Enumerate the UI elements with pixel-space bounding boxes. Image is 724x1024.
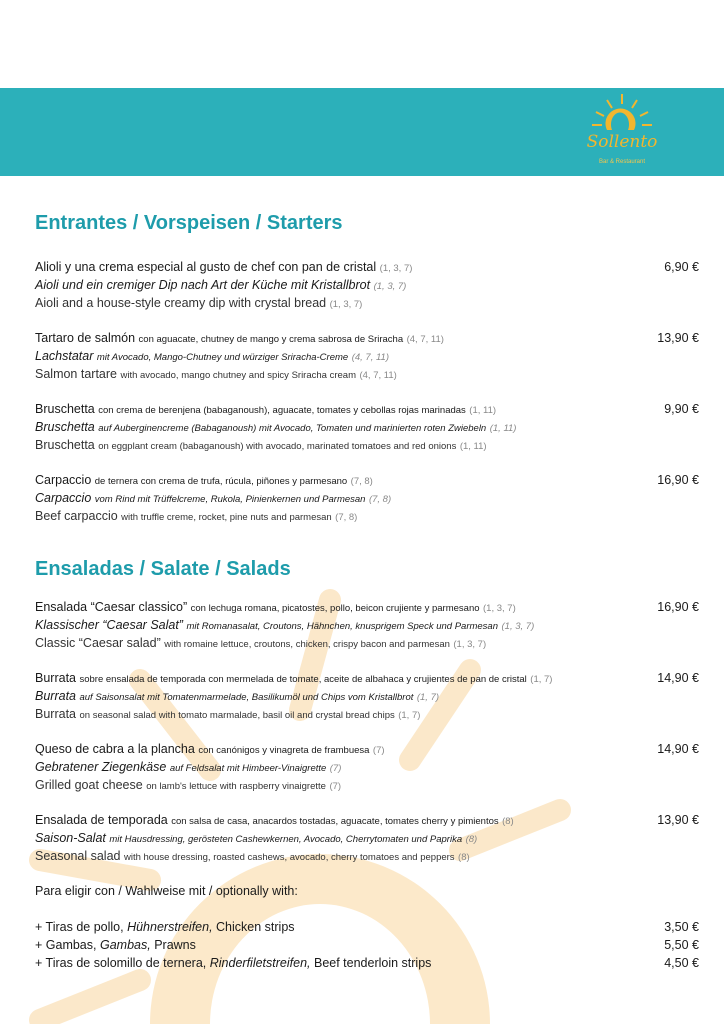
item-allergens: (1, 3, 7) [453, 639, 487, 650]
item-description: mit Romanasalat, Croutons, Hähnchen, knusprigem Speck und Parmesan [186, 621, 499, 632]
item-allergens: (4, 7, 11) [351, 352, 390, 363]
item-line-es [35, 740, 699, 758]
item-line-es [35, 400, 699, 418]
item-description: mit Hausdressing, gerösteten Cashewkernen, Avocado, Cherrytomaten und Paprika [109, 834, 463, 845]
item-allergens: (1, 7) [530, 674, 553, 685]
item-description: con crema de berenjena (babaganoush), aguacate, tomates y cebollas rojas marinadas [98, 405, 466, 416]
menu-item [35, 598, 699, 652]
options-heading: Para eligir con / Wahlweise mit / optionally with: [35, 884, 298, 898]
item-name: Klassischer “Caesar Salat” [35, 618, 183, 632]
item-name: Classic “Caesar salad” [35, 636, 161, 650]
section-title: Ensaladas / Salate / Salads [35, 558, 291, 580]
item-description: con lechuga romana, picatostes, pollo, beicon crujiente y parmesano [190, 603, 480, 614]
item-allergens: (8) [458, 852, 470, 863]
item-description: on lamb's lettuce with raspberry vinaigrette [146, 781, 326, 792]
item-name: Gebratener Ziegenkäse [35, 760, 167, 774]
item-allergens: (7, 8) [368, 494, 392, 505]
item-line-de [35, 616, 699, 634]
item-line-de [35, 418, 699, 436]
item-allergens: (7) [329, 763, 342, 774]
item-description: con aguacate, chutney de mango y crema sabrosa de Sriracha [138, 334, 404, 345]
item-price: 9,90 € [664, 402, 699, 416]
item-line-en [35, 365, 699, 383]
menu-item [35, 471, 699, 525]
item-allergens: (1, 3, 7) [379, 263, 413, 274]
sun-logo-icon [572, 92, 672, 137]
extra-option [35, 918, 699, 936]
item-name: Alioli y una crema especial al gusto de chef con pan de cristal [35, 260, 377, 274]
item-name: Carpaccio [35, 491, 92, 505]
item-allergens: (1, 3, 7) [373, 281, 407, 292]
item-allergens: (7, 8) [335, 512, 358, 523]
item-allergens: (1, 3, 7) [329, 299, 363, 310]
item-line-en [35, 705, 699, 723]
item-line-es [35, 258, 699, 276]
item-line-es [35, 598, 699, 616]
menu-item [35, 400, 699, 454]
item-description: on eggplant cream (babaganoush) with avocado, marinated tomatoes and red onions [98, 441, 457, 452]
extra-en: Prawns [154, 938, 196, 952]
item-name: Carpaccio [35, 473, 92, 487]
item-name: Bruschetta [35, 402, 95, 416]
item-allergens: (8) [502, 816, 514, 827]
item-name: Bruschetta [35, 438, 95, 452]
item-name: Grilled goat cheese [35, 778, 143, 792]
item-name: Seasonal salad [35, 849, 121, 863]
item-line-de [35, 276, 699, 294]
extra-es: + Tiras de pollo, [35, 920, 124, 934]
item-description: with house dressing, roasted cashews, avocado, cherry tomatoes and peppers [123, 852, 455, 863]
item-allergens: (8) [465, 834, 478, 845]
extra-en: Chicken strips [216, 920, 295, 934]
item-allergens: (1, 11) [469, 405, 497, 416]
item-description: de ternera con crema de trufa, rúcula, piñones y parmesano [94, 476, 348, 487]
item-allergens: (1, 11) [489, 423, 517, 434]
extra-es: + Gambas, [35, 938, 97, 952]
item-description: vom Rind mit Trüffelcreme, Rukola, Pinienkernen und Parmesan [94, 494, 366, 505]
extra-de: Hühnerstreifen, [127, 920, 213, 934]
extra-es: + Tiras de solomillo de ternera, [35, 956, 207, 970]
item-line-en [35, 634, 699, 652]
item-description: with romaine lettuce, croutons, chicken, crispy bacon and parmesan [164, 639, 450, 650]
item-price: 16,90 € [657, 473, 699, 487]
item-price: 13,90 € [657, 331, 699, 345]
item-allergens: (7) [329, 781, 342, 792]
extra-de: Gambas, [99, 938, 151, 952]
item-line-de [35, 829, 699, 847]
item-line-de [35, 687, 699, 705]
item-price: 16,90 € [657, 600, 699, 614]
item-line-en [35, 507, 699, 525]
item-allergens: (7) [372, 745, 385, 756]
item-description: with avocado, mango chutney and spicy Sriracha cream [120, 370, 356, 381]
item-name: Burrata [35, 689, 76, 703]
item-name: Burrata [35, 707, 76, 721]
item-description: con canónigos y vinagreta de frambuesa [198, 745, 370, 756]
item-allergens: (7, 8) [350, 476, 373, 487]
extra-price: 3,50 € [664, 920, 699, 934]
extra-price: 4,50 € [664, 956, 699, 970]
item-line-en [35, 436, 699, 454]
extra-price: 5,50 € [664, 938, 699, 952]
item-line-de [35, 347, 699, 365]
extra-de: Rinderfiletstreifen, [209, 956, 311, 970]
item-line-es [35, 471, 699, 489]
item-line-en [35, 294, 699, 312]
item-name: Aioli und ein cremiger Dip nach Art der Küche mit Kristallbrot [35, 278, 371, 292]
item-description: sobre ensalada de temporada con mermelada de tomate, aceite de albahaca y crujientes de pan de cristal [79, 674, 527, 685]
extra-en: Beef tenderloin strips [313, 956, 432, 970]
item-name: Tartaro de salmón [35, 331, 136, 345]
menu-item [35, 811, 699, 865]
logo-wordmark: Sollento [586, 132, 658, 152]
item-name: Ensalada “Caesar classico” [35, 600, 188, 614]
section-title: Entrantes / Vorspeisen / Starters [35, 212, 343, 234]
item-allergens: (1, 7) [416, 692, 440, 703]
item-description: auf Auberginencreme (Babaganoush) mit Avocado, Tomaten und marinierten roten Zwiebeln [98, 423, 487, 434]
item-name: Salmon tartare [35, 367, 117, 381]
item-price: 14,90 € [657, 742, 699, 756]
item-price: 6,90 € [664, 260, 699, 274]
menu-item [35, 740, 699, 794]
item-name: Queso de cabra a la plancha [35, 742, 195, 756]
logo-tagline: Bar & Restaurant [598, 159, 646, 165]
item-allergens: (4, 7, 11) [406, 334, 444, 345]
item-name: Lachstatar [35, 349, 94, 363]
item-name: Saison-Salat [35, 831, 106, 845]
item-allergens: (1, 3, 7) [501, 621, 535, 632]
item-description: con salsa de casa, anacardos tostadas, aguacate, tomates cherry y pimientos [171, 816, 499, 827]
item-description: on seasonal salad with tomato marmalade, basil oil and crystal bread chips [79, 710, 395, 721]
item-line-en [35, 847, 699, 865]
item-line-es [35, 811, 699, 829]
item-line-es [35, 669, 699, 687]
item-allergens: (1, 7) [398, 710, 421, 721]
extra-option [35, 936, 699, 954]
item-name: Aioli and a house-style creamy dip with crystal bread [35, 296, 327, 310]
item-line-de [35, 758, 699, 776]
logo [572, 92, 672, 172]
item-allergens: (4, 7, 11) [359, 370, 397, 381]
item-allergens: (1, 3, 7) [483, 603, 516, 614]
item-line-en [35, 776, 699, 794]
item-name: Beef carpaccio [35, 509, 118, 523]
extra-option [35, 954, 699, 972]
item-name: Bruschetta [35, 420, 95, 434]
item-allergens: (1, 11) [459, 441, 487, 452]
item-name: Ensalada de temporada [35, 813, 168, 827]
item-price: 14,90 € [657, 671, 699, 685]
menu-item [35, 258, 699, 312]
menu-item [35, 669, 699, 723]
item-description: auf Feldsalat mit Himbeer-Vinaigrette [169, 763, 327, 774]
item-line-es [35, 329, 699, 347]
item-description: auf Saisonsalat mit Tomatenmarmelade, Basilikumöl und Chips vom Kristallbrot [79, 692, 414, 703]
item-description: with truffle creme, rocket, pine nuts and parmesan [121, 512, 332, 523]
item-line-de [35, 489, 699, 507]
item-name: Burrata [35, 671, 76, 685]
item-description: mit Avocado, Mango-Chutney und würziger Sriracha-Creme [96, 352, 349, 363]
menu-item [35, 329, 699, 383]
item-price: 13,90 € [657, 813, 699, 827]
